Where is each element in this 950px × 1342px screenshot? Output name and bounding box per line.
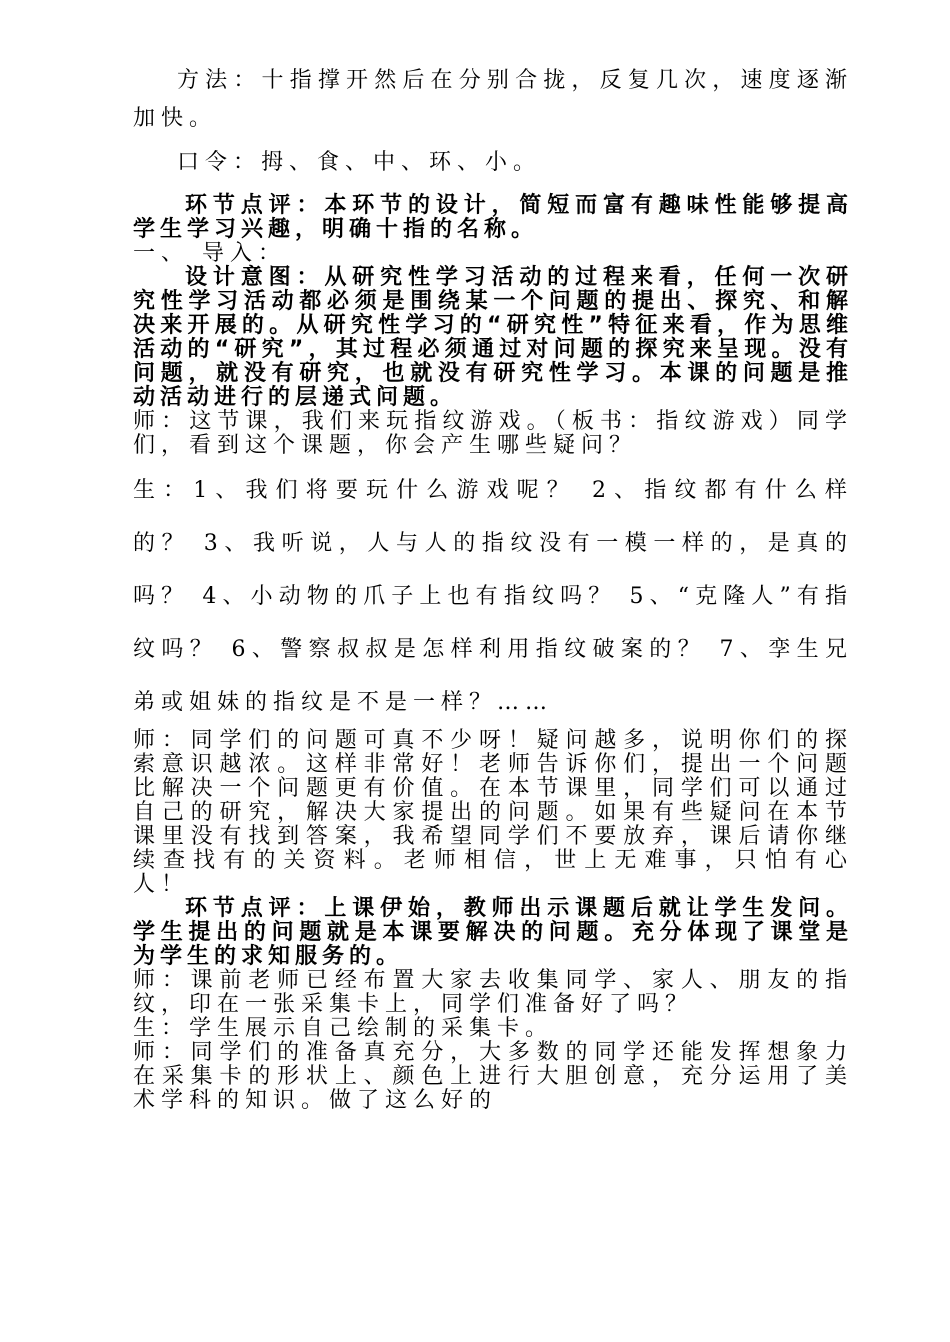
student-line-2: 生：学生展示自己绘制的采集卡。: [133, 1016, 554, 1041]
method-paragraph: 方法：十指撑开然后在分别合拢，反复几次，速度逐渐加快。: [133, 68, 853, 131]
teacher-line-1: 师：这节课，我们来玩指纹游戏。（板书：指纹游戏）同学们，看到这个课题，你会产生哪些疑问？: [133, 409, 853, 458]
teacher-line-3: 师：课前老师已经布置大家去收集同学、家人、朋友的指纹，印在一张采集卡上，同学们准备好了吗？: [133, 968, 853, 1017]
command-paragraph: 口令：拇、食、中、环、小。: [177, 150, 542, 175]
teacher-line-2: 师：同学们的问题可真不少呀！疑问越多，说明你们的探索意识越浓。这样非常好！老师告诉你们，提出一个问题比解决一个问题更有价值。在本节课里，同学们可以通过自己的研究，解决大家提出的问题。如果有些疑问在本节课里没有找到答案，我希望同学们不要放弃，课后请你继续查找有的关资料。老师相信，世上无难事，只怕有心人！: [133, 728, 853, 897]
section-comment-2: 环节点评：上课伊始，教师出示课题后就让学生发问。学生提出的问题就是本课要解决的问题。充分体现了课堂是为学生的求知服务的。: [133, 896, 853, 969]
document-page: [133, 62, 853, 1113]
student-line-1: 生：1、我们将要玩什么游戏呢？ 2、指纹都有什么样的？ 3、我听说，人与人的指纹没有一模一样的，是真的吗？ 4、小动物的爪子上也有指纹吗？ 5、“克隆人”有指纹吗？ 6、警察叔叔是怎样利用指纹破案的？ 7、孪生兄弟或姐妹的指纹是不是一样？……: [133, 478, 853, 715]
section-comment-1: 环节点评：本环节的设计，简短而富有趣味性能够提高学生学习兴趣，明确十指的名称。: [133, 193, 853, 242]
section-heading-intro: 一、 导入：: [133, 241, 286, 266]
teacher-line-4: 师：同学们的准备真充分，大多数的同学还能发挥想象力在采集卡的形状上、颜色上进行大胆创意，充分运用了美术学科的知识。做了这么好的: [133, 1040, 853, 1113]
design-intent-paragraph: 设计意图：从研究性学习活动的过程来看，任何一次研究性学习活动都必须是围绕某一个问题的提出、探究、和解决来开展的。从研究性学习的“研究性”特征来看，作为思维活动的“研究”，其过程必须通过对问题的探究来呈现。没有问题，就没有研究，也就没有研究性学习。本课的问题是推动活动进行的层递式问题。: [133, 265, 853, 410]
